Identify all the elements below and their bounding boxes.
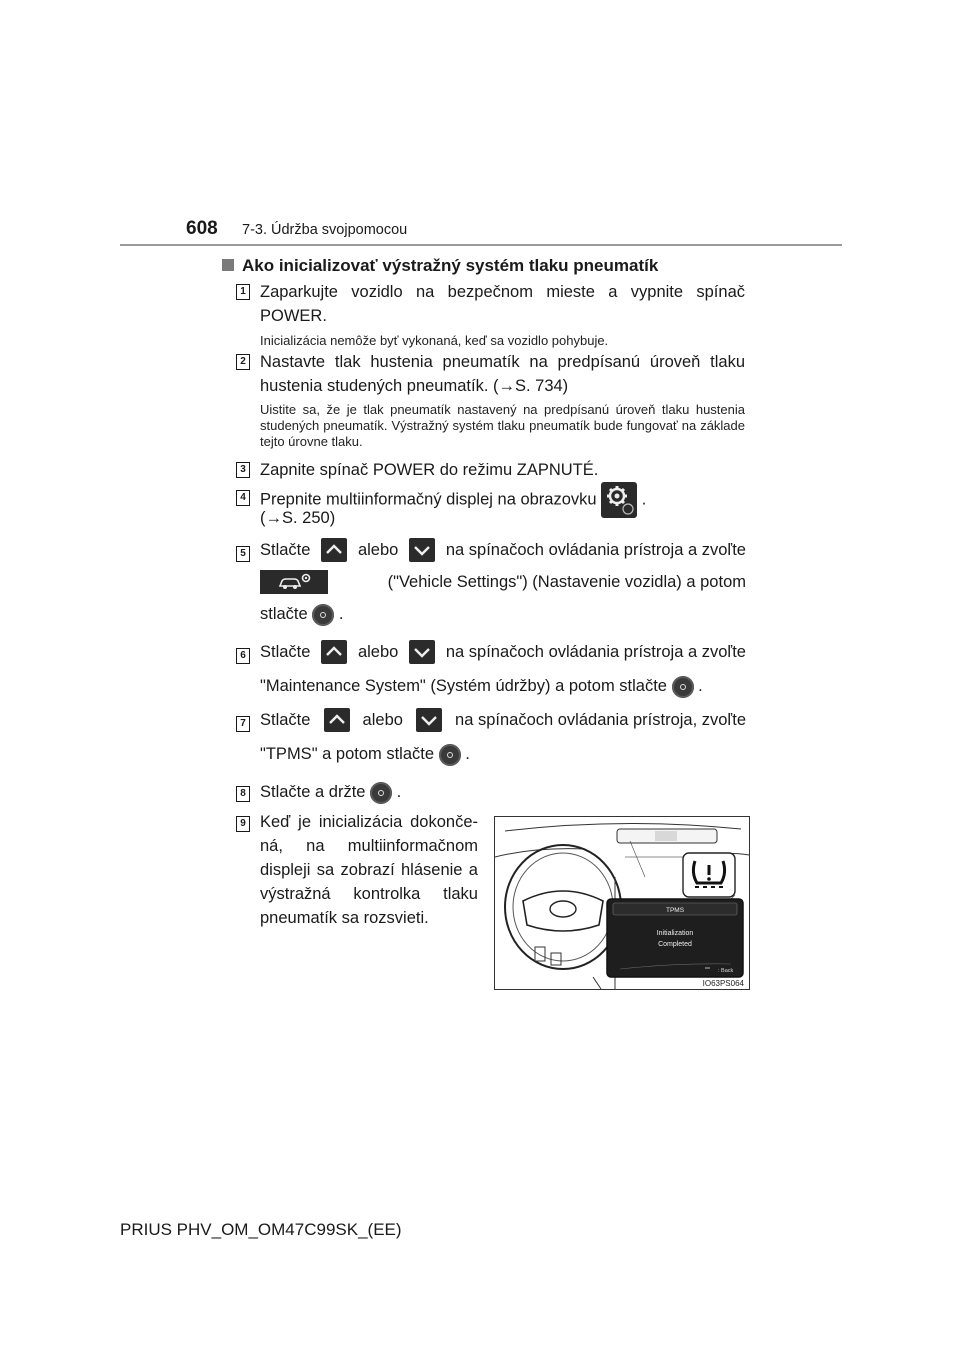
step-number: 3 [236, 462, 250, 478]
step-text-part: alebo [357, 643, 399, 661]
up-arrow-icon [321, 538, 347, 562]
vehicle-settings-icon [260, 570, 328, 594]
step-text [260, 570, 746, 594]
ok-button-icon [672, 676, 694, 698]
screen-line1: Initialization [656, 930, 694, 937]
ok-button-icon [370, 782, 392, 804]
step-text-part: (→S. 250) [260, 509, 336, 527]
step-text: Keď je inicializácia dokonče-ná, na multiinformačnom displeji sa zobrazí hlásenie a výstražná kontrolka tlaku pneumatík sa rozsvieti. [260, 813, 478, 927]
up-arrow-icon [324, 708, 350, 732]
step-text-part: Stlačte [260, 711, 311, 729]
dashboard-drawing [495, 817, 749, 989]
step-text: Zaparkujte vozidlo na bezpečnom mieste a vypnite spínač POWER. [260, 283, 745, 325]
step-number: 1 [236, 284, 250, 300]
step-text-part: "TPMS" a potom stlačte [260, 745, 435, 763]
step-text [260, 538, 746, 562]
step-number: 8 [236, 786, 250, 802]
ok-button-icon [439, 744, 461, 766]
ok-button-icon [312, 604, 334, 626]
step-text [260, 780, 745, 804]
step-text-part: ("Vehicle Settings") (Nastavenie vozidla) a potom [387, 573, 746, 591]
step-text-part: alebo [357, 541, 399, 559]
step-text-part: alebo [362, 711, 403, 729]
step-number: 7 [236, 716, 250, 732]
step-number: 2 [236, 354, 250, 370]
step-number: 6 [236, 648, 250, 664]
step-text [260, 640, 746, 664]
page-number: 608 [186, 218, 218, 239]
step-text-part: . [465, 745, 470, 763]
step-note: Uistite sa, že je tlak pneumatík nastavený na predpísanú úroveň tlaku hustenia studených pneumatík. Výstražný systém tlaku pneumatík bude fungovať na základe tejto úrovne tlaku. [260, 402, 745, 449]
step-text [260, 674, 745, 698]
step-text-part: . [396, 783, 402, 801]
step-text [260, 708, 746, 732]
step-text-part: na spínačoch ovládania prístroja a zvoľte [445, 541, 746, 559]
screen-back-label: : Back [718, 968, 734, 974]
dashboard-illustration [494, 816, 750, 990]
step-text-part: Stlačte [260, 541, 311, 559]
up-arrow-icon [321, 640, 347, 664]
screen-line2: Completed [658, 941, 692, 948]
step-text-part: "Maintenance System" (Systém údržby) a potom stlačte [260, 677, 667, 695]
step-number: 9 [236, 816, 250, 832]
chapter-title: 7-3. Údržba svojpomocou [242, 222, 408, 238]
header-rule [120, 244, 842, 246]
step-text-part: . [698, 677, 703, 695]
down-arrow-icon [409, 538, 435, 562]
screen-title: TPMS [665, 907, 685, 914]
step-text [260, 742, 745, 766]
document-id: PRIUS PHV_OM_OM47C99SK_(EE) [120, 1220, 402, 1239]
section-heading [222, 256, 658, 276]
step-text: Nastavte tlak hustenia pneumatík na predpísanú úroveň tlaku hustenia studených pneumatík. (→S. 734) [260, 353, 745, 395]
step-text: Zapnite spínač POWER do režimu ZAPNUTÉ. [260, 461, 599, 479]
step-number: 4 [236, 490, 250, 506]
step-text-part: stlačte [260, 605, 308, 623]
step-number: 5 [236, 546, 250, 562]
step-text-part: . [338, 605, 344, 623]
figure-code: IO63PS064 [702, 979, 744, 988]
step-text-part: na spínačoch ovládania prístroja, zvoľte [455, 711, 746, 729]
step-text-part: . [641, 490, 647, 509]
step-text-part: Prepnite multiinformačný displej na obrazovku [260, 490, 597, 509]
step-text-part: na spínačoch ovládania prístroja a zvoľte [445, 643, 746, 661]
step-text-part: Stlačte a držte [260, 783, 366, 801]
section-heading-text: Ako inicializovať výstražný systém tlaku pneumatík [242, 256, 659, 275]
step-text-part: Stlačte [260, 643, 311, 661]
down-arrow-icon [409, 640, 435, 664]
down-arrow-icon [416, 708, 442, 732]
square-bullet-icon [222, 259, 234, 271]
step-text [260, 602, 745, 626]
step-note: Inicializácia nemôže byť vykonaná, keď sa vozidlo pohybuje. [260, 333, 609, 348]
